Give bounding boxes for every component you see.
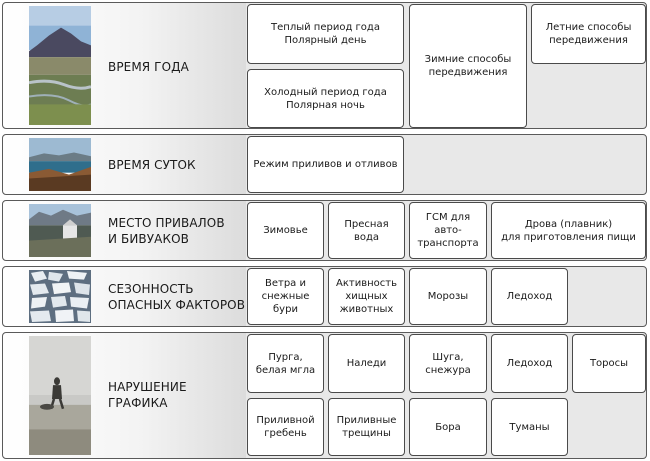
row-title: СЕЗОННОСТЬ ОПАСНЫХ ФАКТОРОВ [108, 282, 246, 312]
cell-winds-storms: Ветра и снежные бури [247, 268, 324, 325]
cell-tidal-cracks: Приливные трещины [328, 398, 405, 456]
person-in-fog-photo [29, 336, 91, 455]
cell-tidal-ridge: Приливной гребень [247, 398, 324, 456]
cell-frosts: Морозы [409, 268, 487, 325]
row-header [3, 135, 246, 194]
arctic-camp-photo [29, 204, 91, 257]
row-hazard-seasonality [2, 266, 647, 327]
row-title: ВРЕМЯ ГОДА [108, 60, 189, 74]
row-title: ВРЕМЯ СУТОК [108, 158, 196, 172]
cell-fogs: Туманы [491, 398, 568, 456]
cell-ice-drift: Ледоход [491, 268, 568, 325]
cell-winter-hut: Зимовье [247, 202, 324, 259]
row-schedule-disruption [2, 332, 647, 459]
cell-summer-transport: Летние способы передвижения [531, 4, 646, 64]
row-time-of-day [2, 134, 647, 195]
arctic-mountain-valley-photo [29, 6, 91, 125]
cell-cold-period: Холодный период года Полярная ночь [247, 69, 404, 128]
cell-warm-period: Теплый период года Полярный день [247, 4, 404, 64]
row-season [2, 2, 647, 129]
sea-ice-floes-photo [29, 270, 91, 323]
row-title: МЕСТО ПРИВАЛОВ И БИВУАКОВ [108, 216, 225, 246]
cell-fuel: ГСМ для авто- транспорта [409, 202, 487, 259]
cell-icings: Наледи [328, 334, 405, 393]
arctic-coastline-photo [29, 138, 91, 191]
cell-sludge: Шуга, снежура [409, 334, 487, 393]
cell-blizzard: Пурга, белая мгла [247, 334, 324, 393]
cell-ice-drift-2: Ледоход [491, 334, 568, 393]
cell-hummocks: Торосы [572, 334, 646, 393]
row-header [3, 201, 246, 260]
row-camp-site [2, 200, 647, 261]
cell-winter-transport: Зимние способы передвижения [409, 4, 527, 128]
row-header [3, 3, 246, 128]
row-header [3, 267, 246, 326]
cell-firewood: Дрова (плавник) для приготовления пищи [491, 202, 646, 259]
row-header [3, 333, 246, 458]
cell-fresh-water: Пресная вода [328, 202, 405, 259]
row-title: НАРУШЕНИЕ ГРАФИКА [108, 380, 187, 410]
cell-tide-regime: Режим приливов и отливов [247, 136, 404, 193]
cell-predators: Активность хищных животных [328, 268, 405, 325]
cell-bora: Бора [409, 398, 487, 456]
